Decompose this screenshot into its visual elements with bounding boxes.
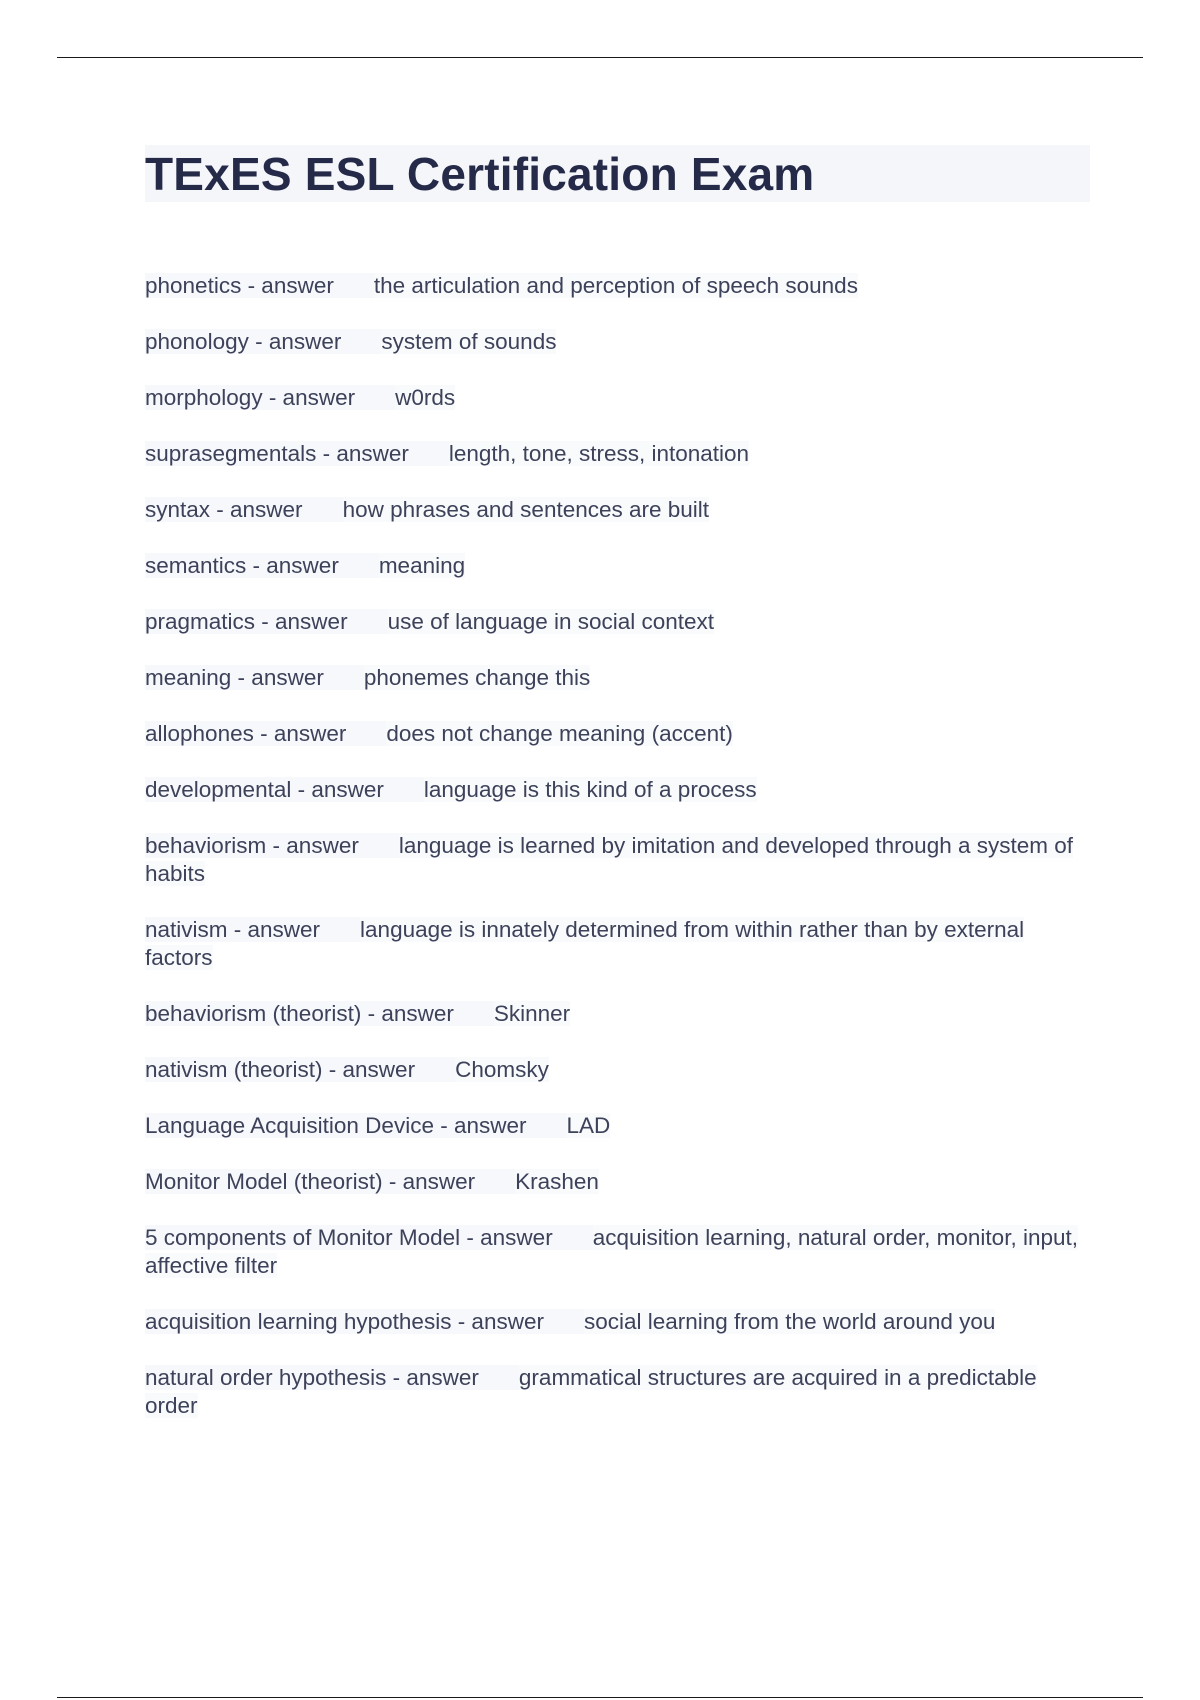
document-body bbox=[145, 145, 1090, 1448]
card-term: nativism - answer bbox=[145, 917, 360, 942]
card-answer: acquisition learning, natural order, monitor, input, affective filter bbox=[145, 1225, 1078, 1278]
flashcard-list bbox=[145, 272, 1090, 1420]
list-item bbox=[145, 328, 1090, 356]
card-term: allophones - answer bbox=[145, 721, 386, 746]
list-item bbox=[145, 552, 1090, 580]
card-term: phonology - answer bbox=[145, 329, 381, 354]
list-item bbox=[145, 440, 1090, 468]
list-item bbox=[145, 776, 1090, 804]
page-title: TExES ESL Certification Exam bbox=[145, 147, 815, 200]
list-item bbox=[145, 608, 1090, 636]
card-term: behaviorism - answer bbox=[145, 833, 399, 858]
card-term: behaviorism (theorist) - answer bbox=[145, 1001, 494, 1026]
card-answer: language is innately determined from within rather than by external factors bbox=[145, 917, 1025, 970]
list-item bbox=[145, 1000, 1090, 1028]
card-answer: use of language in social context bbox=[387, 609, 715, 634]
card-term: syntax - answer bbox=[145, 497, 343, 522]
card-answer: LAD bbox=[566, 1113, 611, 1138]
title-block bbox=[145, 145, 1090, 202]
card-answer: phonemes change this bbox=[363, 665, 591, 690]
card-answer: meaning bbox=[378, 553, 466, 578]
card-answer: Krashen bbox=[515, 1169, 599, 1194]
list-item bbox=[145, 916, 1090, 972]
list-item bbox=[145, 1224, 1090, 1280]
card-answer: length, tone, stress, intonation bbox=[448, 441, 750, 466]
list-item bbox=[145, 272, 1090, 300]
card-term: semantics - answer bbox=[145, 553, 379, 578]
card-term: natural order hypothesis - answer bbox=[145, 1365, 519, 1390]
card-answer: the articulation and perception of speech sounds bbox=[373, 273, 858, 298]
bottom-rule bbox=[57, 1697, 1143, 1698]
list-item bbox=[145, 384, 1090, 412]
card-term: nativism (theorist) - answer bbox=[145, 1057, 455, 1082]
list-item bbox=[145, 496, 1090, 524]
card-term: Monitor Model (theorist) - answer bbox=[145, 1169, 515, 1194]
list-item bbox=[145, 1308, 1090, 1336]
card-answer: grammatical structures are acquired in a predictable order bbox=[145, 1365, 1037, 1418]
card-term: 5 components of Monitor Model - answer bbox=[145, 1225, 593, 1250]
card-answer: Skinner bbox=[493, 1001, 571, 1026]
list-item bbox=[145, 1056, 1090, 1084]
card-term: phonetics - answer bbox=[145, 273, 374, 298]
card-answer: system of sounds bbox=[381, 329, 557, 354]
list-item bbox=[145, 832, 1090, 888]
list-item bbox=[145, 1112, 1090, 1140]
list-item bbox=[145, 664, 1090, 692]
card-answer: social learning from the world around you bbox=[583, 1309, 996, 1334]
card-term: acquisition learning hypothesis - answer bbox=[145, 1309, 584, 1334]
card-answer: language is this kind of a process bbox=[423, 777, 757, 802]
card-answer: how phrases and sentences are built bbox=[342, 497, 710, 522]
card-term: morphology - answer bbox=[145, 385, 395, 410]
card-answer: does not change meaning (accent) bbox=[386, 721, 733, 746]
top-rule bbox=[57, 57, 1143, 58]
list-item bbox=[145, 1364, 1090, 1420]
card-term: developmental - answer bbox=[145, 777, 424, 802]
card-term: suprasegmentals - answer bbox=[145, 441, 449, 466]
card-answer: language is learned by imitation and developed through a system of habits bbox=[145, 833, 1074, 886]
card-term: meaning - answer bbox=[145, 665, 364, 690]
card-term: pragmatics - answer bbox=[145, 609, 388, 634]
list-item bbox=[145, 720, 1090, 748]
list-item bbox=[145, 1168, 1090, 1196]
card-term: Language Acquisition Device - answer bbox=[145, 1113, 566, 1138]
card-answer: w0rds bbox=[395, 385, 456, 410]
card-answer: Chomsky bbox=[455, 1057, 549, 1082]
